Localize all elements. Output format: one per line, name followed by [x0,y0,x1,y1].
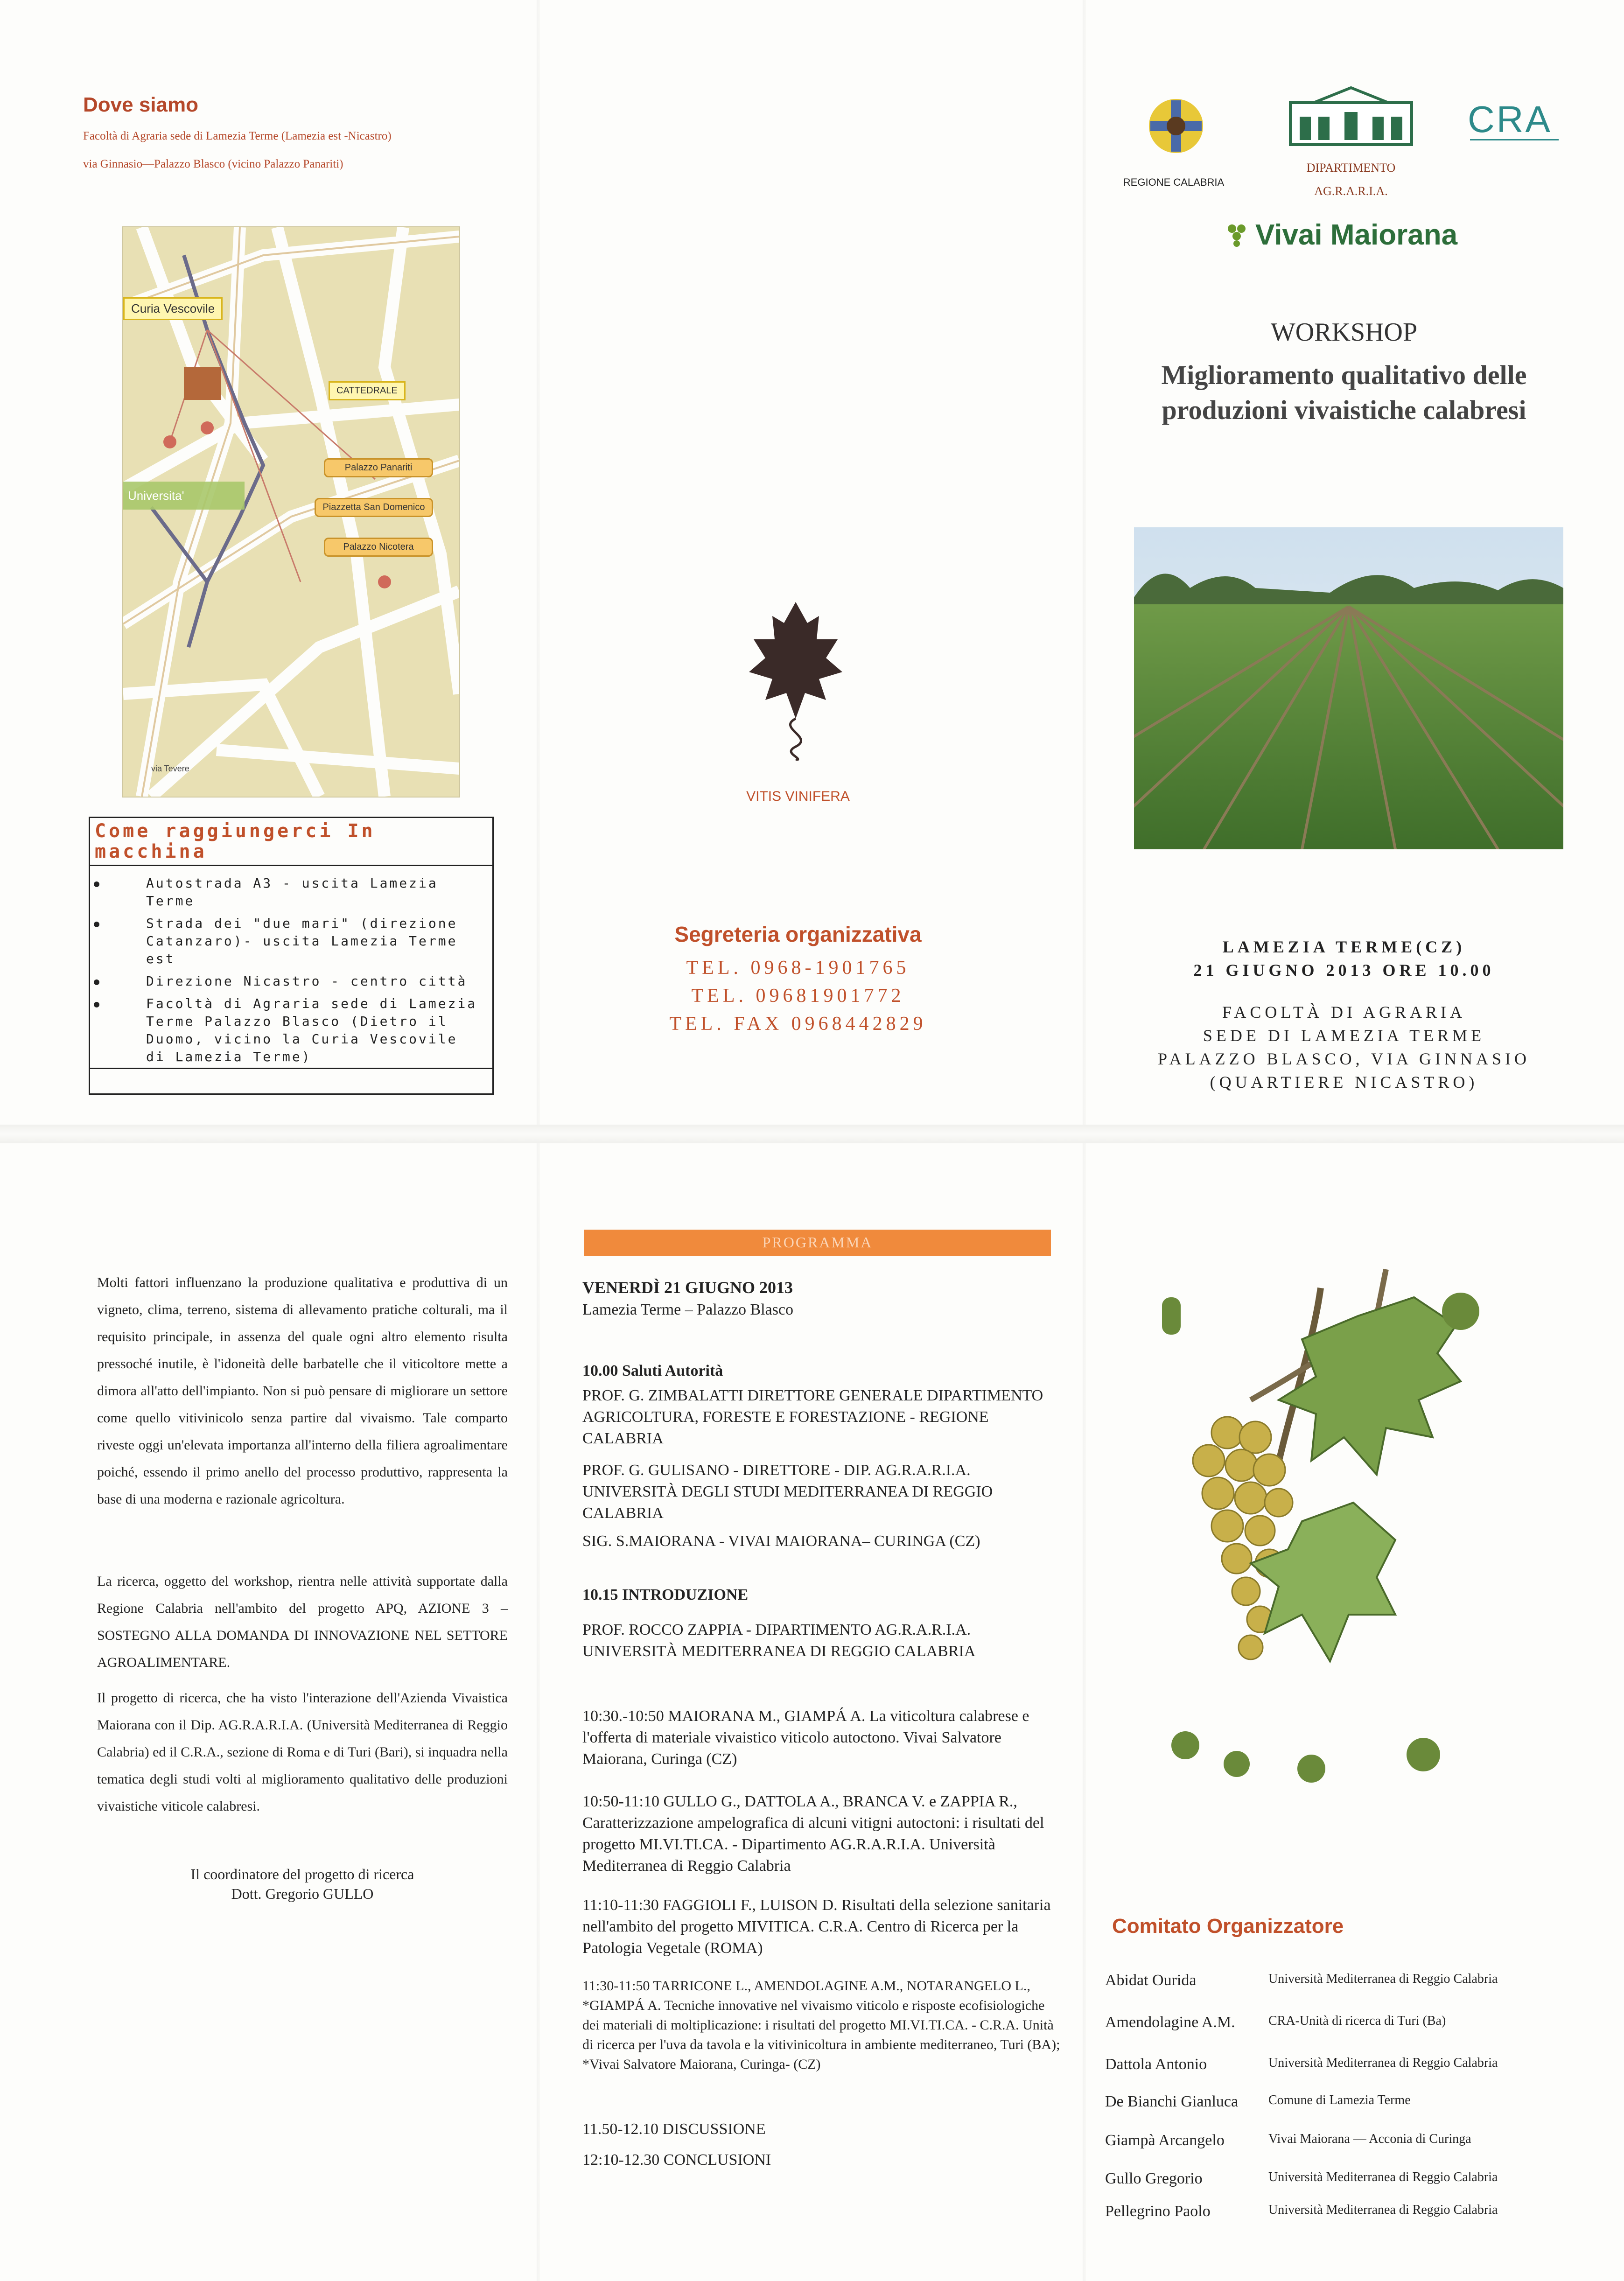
member-affiliation: Università Mediterranea di Reggio Calabria [1268,2170,1498,2184]
program-day: VENERDÌ 21 GIUGNO 2013 [582,1278,793,1297]
event-date: 21 GIUGNO 2013 ORE 10.00 [1193,961,1495,980]
how-to-reach-box [89,817,494,1095]
discussione: 11.50-12.10 DISCUSSIONE [582,2120,766,2138]
member-affiliation: Università Mediterranea di Reggio Calabria [1268,2203,1498,2217]
location-map [122,226,460,798]
conclusioni: 12:10-12.30 CONCLUSIONI [582,2151,771,2169]
introduzione-heading: 10.15 INTRODUZIONE [582,1586,749,1603]
list-item: ● Facoltà di Agraria sede di Lamezia Terme Palazzo Blasco (Dietro il Duomo, vicino la Curia Vescovile di Lamezia Terme) [90,995,478,1066]
regione-calabria-label: REGIONE CALABRIA [1123,176,1225,188]
venue-line-1: FACOLTÀ DI AGRARIA [1222,1003,1466,1022]
map-label-domenico: Piazzetta San Domenico [315,498,433,517]
how-to-reach-list [90,875,492,1066]
member-affiliation: Vivai Maiorana — Acconia di Curinga [1268,2132,1471,2146]
intro-paragraph-2: La ricerca, oggetto del workshop, rientra nelle attività supportate dalla Regione Calabria nell'ambito del progetto APQ, AZIONE 3 – SOSTEGNO ALLA DOMANDA DI INNOVAZIONE NEL SETTORE AGROALIMENTARE. [97,1574,508,1670]
list-item [1105,2170,1553,2188]
member-affiliation: CRA-Unità di ricerca di Turi (Ba) [1268,2014,1446,2028]
list-item: ● Autostrada A3 - uscita Lamezia Terme [90,875,478,910]
vitis-vinifera-label: VITIS VINIFERA [746,789,850,804]
list-item: ● Direzione Nicastro - centro città [90,973,478,990]
venue-line-2: SEDE DI LAMEZIA TERME [1203,1026,1485,1045]
intro-paragraph-3: Il progetto di ricerca, che ha visto l'interazione dell'Azienda Vivaistica Maiorana con il Dip. AG.R.A.R.I.A. (Università Mediterranea di Reggio Calabria) ed il C.R.A., sezione di Roma e di Turi (Bari), si inquadra nella tematica degli studi volti al miglioramento qualitativo delle produzioni vivaistiche viticole calabresi. [97,1690,508,1814]
list-item: ● Strada dei "due mari" (direzione Catanzaro)- uscita Lamezia Terme est [90,915,478,968]
member-name: De Bianchi Gianluca [1105,2093,1239,2110]
grapevine-illustration [1134,1260,1498,1834]
talk-2: 10:50-11:10 GULLO G., DATTOLA A., BRANCA V. e ZAPPIA R., Caratterizzazione ampelografica di alcuni vitigni autoctoni: i risultati del progetto MI.VI.TI.CA. - Dipartimento AG.R.A.R.I.A. Università Mediterranea di Reggio Calabria [582,1793,1044,1875]
list-item [1105,2014,1553,2031]
comitato-title: Comitato Organizzatore [1112,1915,1344,1938]
speaker-1: PROF. G. ZIMBALATTI DIRETTORE GENERALE DIPARTIMENTO AGRICOLTURA, FORESTE E FORESTAZIONE - REGIONE CALABRIA [582,1387,1043,1447]
list-item [1105,2132,1553,2149]
agraria-label: AG.R.A.R.I.A. [1314,184,1388,198]
talk-4: 11:30-11:50 TARRICONE L., AMENDOLAGINE A.M., NOTARANGELO L., *GIAMPÁ A. Tecniche innovative nel vivaismo viticolo e risposte ecofisiologiche dei materiali di moltiplicazione: i risultati del progetto MI.VI.TI.CA. - C.R.A. Unità di ricerca per l'uva da tavola e la vitivinicoltura in ambiente mediterraneo, Turi (BA); *Vivai Salvatore Maiorana, Curinga- (CZ) [582,1978,1060,2072]
map-label-cattedrale: CATTEDRALE [329,381,406,400]
talk-3: 11:10-11:30 FAGGIOLI F., LUISON D. Risultati della selezione sanitaria nell'ambito del progetto MIVITICA. C.R.A. Centro di Ricerca per la Patologia Vegetale (ROMA) [582,1896,1051,1957]
map-label-tevere: via Tevere [151,764,189,773]
talk-1: 10:30.-10:50 MAIORANA M., GIAMPÁ A. La viticoltura calabrese e l'offerta di materiale vivaistico viticolo autoctono. Vivai Salvatore Maiorana, Curinga (CZ) [582,1707,1029,1768]
dipartimento-label: DIPARTIMENTO [1306,161,1396,175]
saluti-heading: 10.00 Saluti Autorità [582,1362,723,1379]
workshop-title-1: Miglioramento qualitativo delle [1161,360,1527,390]
list-item [1105,2056,1553,2073]
workshop-label: WORKSHOP [1270,318,1418,347]
event-place: LAMEZIA TERME(CZ) [1222,938,1466,956]
coordinator-role: Il coordinatore del progetto di ricerca [190,1866,414,1882]
dove-siamo-title: Dove siamo [83,93,198,116]
map-label-curia: Curia Vescovile [123,297,223,320]
tel-1: TEL. 0968-1901765 [686,957,910,979]
fax: TEL. FAX 0968442829 [669,1013,927,1035]
map-label-nicotera: Palazzo Nicotera [324,538,433,557]
list-item [1105,2203,1553,2220]
member-affiliation: Comune di Lamezia Terme [1268,2093,1411,2107]
coordinator-name: Dott. Gregorio GULLO [231,1885,374,1902]
address-line-2: via Ginnasio—Palazzo Blasco (vicino Palazzo Panariti) [83,158,343,170]
dipartimento-building-icon [1286,84,1416,149]
programma-title: PROGRAMMA [762,1234,873,1251]
venue-line-3: PALAZZO BLASCO, VIA GINNASIO [1157,1050,1531,1068]
member-name: Pellegrino Paolo [1105,2203,1211,2220]
member-name: Dattola Antonio [1105,2056,1207,2073]
cra-underline [1470,139,1559,154]
intro-paragraph-1: Molti fattori influenzano la produzione qualitativa e produttiva di un vigneto, clima, terreno, sistema di allevamento pratiche colturali, ma il requisito principale, in assenza del quale ogni altro elemento risulta pressoché inutile, è l'idoneità delle barbatelle che il viticoltore mette a dimora all'atto dell'impianto. Non si può pensare di migliorare un settore come quello vitivinicolo senza partire dal vivaismo. Tale comparto riveste oggi un'elevata importanza all'interno della filiera agroalimentare poiché, essendo il primo anello del processo produttivo, rappresenta la base di una moderna e razionale agricoltura. [97,1275,508,1507]
grape-cluster-icon [1223,219,1251,247]
how-to-reach-title: Come raggiungerci In macchina [90,818,492,866]
field-photo [1134,527,1563,849]
speaker-3: SIG. S.MAIORANA - VIVAI MAIORANA– CURINGA (CZ) [582,1532,980,1550]
box-divider [90,1068,492,1069]
member-affiliation: Università Mediterranea di Reggio Calabria [1268,1972,1498,1986]
regione-calabria-logo-icon [1146,93,1206,168]
member-name: Abidat Ourida [1105,1972,1197,1989]
segreteria-title: Segreteria organizzativa [674,922,922,946]
member-name: Giampà Arcangelo [1105,2132,1225,2149]
program-place: Lamezia Terme – Palazzo Blasco [582,1301,794,1318]
list-item [1105,1972,1553,1989]
venue-line-4: (QUARTIERE NICASTRO) [1210,1073,1478,1092]
tel-2: TEL. 09681901772 [691,985,905,1007]
workshop-title-2: produzioni vivaistiche calabresi [1162,395,1526,425]
vivai-maiorana-logo: Vivai Maiorana [1255,219,1458,251]
member-affiliation: Università Mediterranea di Reggio Calabria [1268,2056,1498,2070]
speaker-2: PROF. G. GULISANO - DIRETTORE - DIP. AG.R.A.R.I.A. UNIVERSITÀ DEGLI STUDI MEDITERRANEA DI REGGIO CALABRIA [582,1462,993,1522]
member-name: Gullo Gregorio [1105,2170,1203,2187]
map-label-panariti: Palazzo Panariti [324,458,433,477]
member-name: Amendolagine A.M. [1105,2014,1235,2031]
map-label-universita: Universita' [128,489,184,503]
cra-logo: CRA [1468,98,1552,140]
introduzione-text: PROF. ROCCO ZAPPIA - DIPARTIMENTO AG.R.A.R.I.A. UNIVERSITÀ MEDITERRANEA DI REGGIO CALABRIA [582,1621,976,1660]
vine-leaf-icon [749,602,842,761]
list-item [1105,2093,1553,2111]
address-line-1: Facoltà di Agraria sede di Lamezia Terme (Lamezia est -Nicastro) [83,130,392,142]
